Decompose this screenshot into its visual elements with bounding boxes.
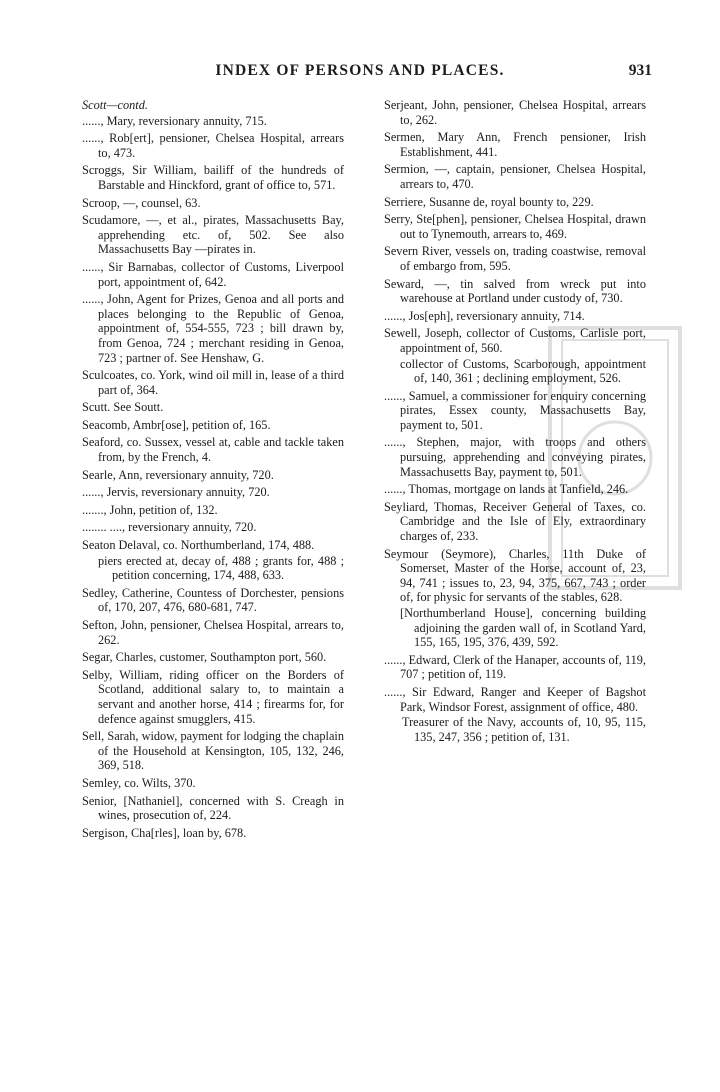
index-entry: ......., John, petition of, 132. bbox=[82, 502, 218, 517]
index-entry: ......, Jos[eph], reversionary annuity, 714. bbox=[384, 308, 585, 323]
index-entry: Sergison, Cha[rles], loan by, 678. bbox=[82, 825, 247, 840]
index-entry: Scroggs, Sir William, bailiff of the hundreds of Barstable and Hinckford, grant of office to, 571. bbox=[82, 163, 344, 192]
index-column-left bbox=[82, 98, 344, 843]
index-subentry: collector of Customs, Scarborough, appointment of, 140, 361 ; declining employment, 526. bbox=[400, 356, 646, 386]
index-entry: Seymour (Seymore), Charles, 11th Duke of Somerset, Master of the Horse, account of, 23, 94, 741 ; issues to, 23, 94, 375, 667, 743 ; order of, for physic for servants of the stables, 628. bbox=[384, 546, 646, 605]
index-entry: Segar, Charles, customer, Southampton port, 560. bbox=[82, 650, 327, 665]
index-entry: Scott—contd. bbox=[82, 98, 148, 112]
index-entry: Scroop, —, counsel, 63. bbox=[82, 195, 201, 210]
index-entry: ......, Stephen, major, with troops and others pursuing, apprehending and conveying pirates, Massachusetts Bay, payment to, 501. bbox=[384, 435, 646, 479]
index-entry: Sermion, —, captain, pensioner, Chelsea Hospital, arrears to, 470. bbox=[384, 162, 646, 191]
index-entry: ......, Rob[ert], pensioner, Chelsea Hospital, arrears to, 473. bbox=[82, 131, 344, 160]
index-subentry: piers erected at, decay of, 488 ; grants for, 488 ; petition concerning, 174, 488, 633. bbox=[98, 553, 344, 583]
index-entry: ......, Edward, Clerk of the Hanaper, accounts of, 119, 707 ; petition of, 119. bbox=[384, 652, 646, 682]
index-entry: Seacomb, Ambr[ose], petition of, 165. bbox=[82, 417, 271, 432]
index-entry: Serry, Ste[phen], pensioner, Chelsea Hospital, drawn out to Tynemouth, arrears to, 469. bbox=[384, 212, 646, 241]
index-entry: Senior, [Nathaniel], concerned with S. Creagh in wines, prosecution of, 224. bbox=[82, 793, 344, 823]
index-entry: Severn River, vessels on, trading coastwise, removal of embargo from, 595. bbox=[384, 244, 646, 273]
index-entry: Sefton, John, pensioner, Chelsea Hospital, arrears to, 262. bbox=[82, 618, 344, 647]
index-entry: Sewell, Joseph, collector of Customs, Carlisle port, appointment of, 560. bbox=[384, 326, 646, 355]
index-entry: Sedley, Catherine, Countess of Dorchester, pensions of, 170, 207, 476, 680-681, 747. bbox=[82, 585, 344, 615]
index-entry: Sculcoates, co. York, wind oil mill in, lease of a third part of, 364. bbox=[82, 368, 344, 397]
index-entry: Seaton Delaval, co. Northumberland, 174, 488. bbox=[82, 538, 315, 553]
index-entry: Scudamore, —, et al., pirates, Massachusetts Bay, apprehending etc. of, 502. See also Massachusetts Bay —pirates in. bbox=[82, 213, 344, 257]
index-entry: Seaford, co. Sussex, vessel at, cable and tackle taken from, by the French, 4. bbox=[82, 435, 344, 465]
index-entry: ........ ...., reversionary annuity, 720. bbox=[82, 520, 257, 535]
index-entry: Semley, co. Wilts, 370. bbox=[82, 775, 196, 790]
index-entry: Sell, Sarah, widow, payment for lodging the chaplain of the Household at Kensington, 105, 132, 246, 369, 518. bbox=[82, 729, 344, 773]
index-entry: ......, John, Agent for Prizes, Genoa and all ports and places belonging to the Republic of Genoa, appointment of, 554-555, 723 ; bill drawn by, from Genoa, 724 ; merchant residing in Genoa, 723 ; partner of. See Henshaw, G. bbox=[82, 292, 344, 365]
index-entry: Searle, Ann, reversionary annuity, 720. bbox=[82, 467, 274, 482]
index-entry: Scutt. See Soutt. bbox=[82, 400, 164, 415]
index-entry: Serjeant, John, pensioner, Chelsea Hospital, arrears to, 262. bbox=[384, 98, 646, 127]
index-entry: ......, Mary, reversionary annuity, 715. bbox=[82, 113, 267, 128]
index-entry: Selby, William, riding officer on the Borders of Scotland, additional salary to, to maintain a servant and another horse, 414 ; firearms for, for defence against smugglers, 415. bbox=[82, 667, 344, 726]
index-entry: Seward, —, tin salved from wreck put into warehouse at Portland under custody of, 730. bbox=[384, 276, 646, 306]
index-entry: Serriere, Susanne de, royal bounty to, 229. bbox=[384, 194, 594, 209]
page-header bbox=[0, 62, 720, 84]
page-title: INDEX OF PERSONS AND PLACES. bbox=[215, 62, 505, 79]
index-column-right bbox=[384, 98, 646, 747]
index-entry: ......, Sir Barnabas, collector of Customs, Liverpool port, appointment of, 642. bbox=[82, 259, 344, 289]
index-subentry: [Northumberland House], concerning building adjoining the garden wall of, in Scotland Yard, 155, 165, 195, 376, 439, 592. bbox=[400, 606, 646, 650]
page-number: 931 bbox=[628, 62, 652, 79]
index-entry: Sermen, Mary Ann, French pensioner, Irish Establishment, 441. bbox=[384, 130, 646, 159]
index-entry: ......, Thomas, mortgage on lands at Tanfield, 246. bbox=[384, 482, 629, 497]
index-entry: ......, Jervis, reversionary annuity, 720. bbox=[82, 485, 270, 500]
index-entry: ......, Samuel, a commissioner for enquiry concerning pirates, Essex county, Massachusetts Bay, payment to, 501. bbox=[384, 388, 646, 432]
index-entry: ......, Sir Edward, Ranger and Keeper of Bagshot Park, Windsor Forest, assignment of office, 480. bbox=[384, 684, 646, 714]
index-entry: Seyliard, Thomas, Receiver General of Taxes, co. Cambridge and the Isle of Ely, extraordinary charges of, 233. bbox=[384, 499, 646, 544]
index-subentry: Treasurer of the Navy, accounts of, 10, 95, 115, 135, 247, 356 ; petition of, 131. bbox=[402, 715, 646, 744]
